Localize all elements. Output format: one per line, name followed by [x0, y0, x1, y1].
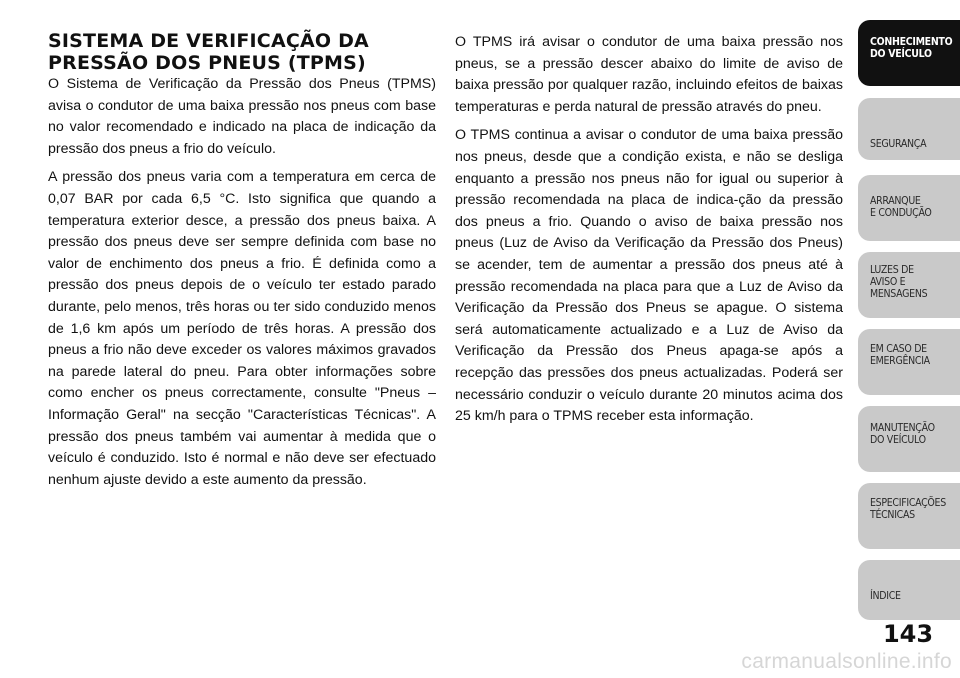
tab-label: ARRANQUE E CONDUÇÃO — [870, 195, 932, 219]
section-title-line-1: SISTEMA DE VERIFICAÇÃO DA — [48, 30, 369, 52]
tab-arranque-e-conducao[interactable] — [858, 175, 960, 241]
paragraph-tpms-intro: O Sistema de Verificação da Pressão dos Pneus (TPMS) avisa o condutor de uma baixa pressão nos pneus com base no valor recomendado e indicado na placa de indicação da pressão dos pneus a frio do veículo. — [48, 76, 436, 157]
tab-conhecimento-do-veiculo[interactable] — [858, 20, 960, 86]
chapter-tabs — [858, 20, 960, 620]
tab-em-caso-de-emergencia[interactable] — [858, 329, 960, 395]
tab-label: EM CASO DE EMERGÊNCIA — [870, 343, 930, 367]
tab-especificacoes-tecnicas[interactable] — [858, 483, 960, 549]
tab-label: ESPECIFICAÇÕES TÉCNICAS — [870, 497, 946, 521]
section-title — [48, 30, 436, 74]
tab-label: LUZES DE AVISO E MENSAGENS — [870, 264, 928, 300]
tab-seguranca[interactable] — [858, 98, 960, 160]
tab-label: SEGURANÇA — [870, 138, 927, 150]
section-title-line-2: PRESSÃO DOS PNEUS (TPMS) — [48, 52, 366, 74]
paragraph-pressure-temperature: A pressão dos pneus varia com a temperatura em cerca de 0,07 BAR por cada 6,5 °C. Isto significa que quando a temperatura exterior desce, a pressão dos pneus baixa. A pressão dos pneus deve ser sempre definida com base no valor de enchimento dos pneus a frio. É definida como a pressão dos pneus depois de o veículo ter estado parado durante, pelo menos, três horas ou ter sido conduzido menos de 1,6 km após um período de três horas. A pressão dos pneus a frio não deve exceder os valores máximos gravados na parede lateral do pneu. Para obter informações sobre como encher os pneus correctamente, consulte "Pneus – Informação Geral" na secção "Características Técnicas". A pressão dos pneus também vai aumentar à medida que o veículo é conduzido. Isto é normal e não deve ser efectuado nenhum ajuste devido a este aumento da pressão. — [48, 169, 436, 488]
tab-luzes-de-aviso[interactable] — [858, 252, 960, 318]
tab-manutencao-do-veiculo[interactable] — [858, 406, 960, 472]
paragraph-warning-continues: O TPMS continua a avisar o condutor de uma baixa pressão nos pneus, desde que a condição exista, e não se desliga enquanto a pressão nos pneus não for igual ou superior à pressão recomendada na placa de indica-ção da pressão dos pneus a frio. Quando o aviso de baixa pressão nos pneus (Luz de Aviso da Verificação da Pressão dos Pneus) se acender, tem de aumentar a pressão dos pneus até à pressão recomendada na placa para que a Luz de Aviso da Verificação da Pressão dos Pneus se apague. O sistema será automaticamente actualizado e a Luz de Aviso da Verificação da Pressão dos Pneus apaga-se após a recepção das pressões dos pneus actualizadas. Poderá ser necessário conduzir o veículo durante 20 minutos acima dos 25 km/h para o TPMS receber esta informação. — [455, 127, 843, 425]
tab-label: CONHECIMENTO DO VEÍCULO — [870, 36, 953, 60]
page-number: 143 — [882, 620, 934, 648]
watermark: carmanualsonline.info — [741, 650, 952, 673]
tab-label: MANUTENÇÃO DO VEÍCULO — [870, 422, 935, 446]
paragraph-low-pressure-warning: O TPMS irá avisar o condutor de uma baixa pressão nos pneus, se a pressão descer abaixo do limite de aviso de baixa pressão por qualquer razão, incluindo efeitos de baixas temperaturas e perda natural de pressão através do pneu. — [455, 34, 843, 115]
right-column — [455, 32, 843, 435]
tab-label: ÍNDICE — [870, 590, 901, 602]
tab-indice[interactable] — [858, 560, 960, 620]
left-column — [48, 30, 436, 498]
